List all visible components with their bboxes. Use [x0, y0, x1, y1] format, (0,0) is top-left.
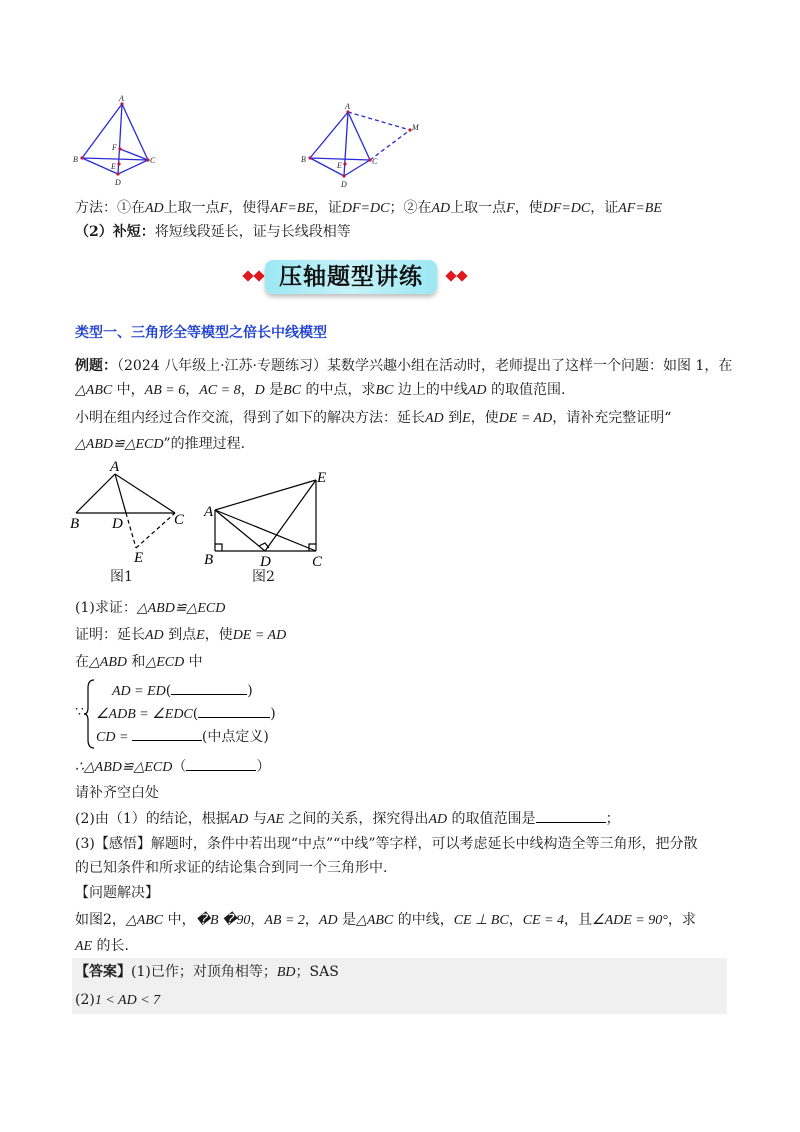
answer-line-2: (2)1 < AD < 7: [75, 992, 161, 1008]
banner-title: 压轴题型讲练: [279, 264, 423, 290]
fig1-label-d: D: [112, 516, 123, 532]
part1-in-triangles: 在△ABD 和△ECD 中: [75, 654, 203, 670]
label-c: C: [372, 157, 378, 166]
supplement-line: （2）补短：将短线段延长，证与长线段相等: [75, 224, 351, 240]
fig1-label-c: C: [174, 512, 185, 528]
problem-line-2: AE 的长.: [75, 938, 130, 954]
example-line-1: 例题：（2024 八年级上·江苏·专题练习）某数学兴趣小组在活动时，老师提出了这样一个问题：如图 1，在: [75, 358, 733, 374]
label-e: E: [337, 161, 342, 170]
diamond-icon: [242, 270, 253, 281]
label-d: D: [115, 178, 121, 187]
fig2-label-e: E: [317, 470, 327, 486]
example-line-2: △ABC 中，AB = 6，AC = 8，D 是BC 的中点，求BC 边上的中线AD 的取值范围.: [75, 382, 566, 398]
example-line-4: △ABD≌△ECD”的推理过程.: [75, 436, 246, 452]
fig2-label-c: C: [312, 554, 323, 570]
fill-instruction: 请补齐空白处: [75, 785, 159, 801]
reason-row-3: CD = (中点定义): [96, 726, 269, 748]
fig2-label-a: A: [204, 504, 214, 520]
answer-blank[interactable]: [198, 703, 270, 718]
system-brace: [84, 678, 96, 750]
top-figure-left: [70, 92, 170, 192]
reason-row-2: ∠ADB = ∠EDC( ): [96, 703, 276, 725]
because-symbol: ∵: [75, 704, 84, 720]
diamond-icon: [445, 270, 456, 281]
problem-line-1: 如图2，△ABC 中，�B �90，AB = 2，AD 是△ABC 的中线，CE ⊥ BC，CE = 4，且∠ADE = 90°，求: [75, 912, 696, 928]
example-line-3: 小明在组内经过合作交流，得到了如下的解决方法：延长AD 到E，使DE = AD，请补充完整证明“: [75, 410, 672, 426]
answer-blank[interactable]: [186, 756, 256, 771]
top-figure-right: [300, 100, 430, 192]
diamond-icon: [456, 270, 467, 281]
label-a: A: [345, 102, 350, 111]
fig2-label-d: D: [260, 554, 271, 570]
part1-question: (1)求证：△ABD≌△ECD: [75, 600, 226, 616]
label-m: M: [412, 123, 419, 132]
part2-line: (2)由（1）的结论，根据AD 与AE 之间的关系，探究得出AD 的取值范围是 ；: [75, 808, 620, 830]
part3-line-2: 的已知条件和所求证的结论集合到同一个三角形中.: [75, 860, 388, 876]
problem-label: 【问题解决】: [75, 885, 159, 901]
answer-line-1: 【答案】(1)已作；对顶角相等；BD；SAS: [75, 964, 339, 980]
part3-line-1: (3)【感悟】解题时，条件中若出现“中点”“中线”等字样，可以考虑延长中线构造全等三角形，把分散: [75, 836, 698, 852]
fig1-label-e: E: [134, 550, 144, 566]
label-d: D: [341, 180, 347, 189]
diamond-icon: [253, 270, 264, 281]
answer-blank[interactable]: [171, 680, 247, 695]
answer-blank[interactable]: [132, 726, 202, 741]
fig1-label-b: B: [70, 516, 80, 532]
label-b: B: [73, 155, 78, 164]
figure-2-caption: 图2: [252, 569, 275, 585]
label-a: A: [119, 94, 124, 103]
label-e: E: [111, 162, 116, 171]
part1-proof: 证明：延长AD 到点E，使DE = AD: [75, 627, 287, 643]
fig2-label-b: B: [204, 552, 214, 568]
label-f: F: [112, 143, 117, 152]
label-c: C: [150, 156, 156, 165]
therefore-line: ∴△ABD≌△ECD（ ）: [75, 756, 270, 778]
answer-blank[interactable]: [536, 808, 606, 823]
section-title: 类型一、三角形全等模型之倍长中线模型: [75, 325, 327, 341]
label-b: B: [301, 155, 306, 164]
reason-row-1: AD = ED( ): [112, 680, 253, 702]
figure-1-caption: 图1: [110, 569, 133, 585]
fig1-label-a: A: [110, 459, 120, 475]
method-line: 方法：①在AD上取一点F，使得AF=BE，证DF=DC；②在AD上取一点F，使DF=DC，证AF=BE: [75, 200, 662, 216]
